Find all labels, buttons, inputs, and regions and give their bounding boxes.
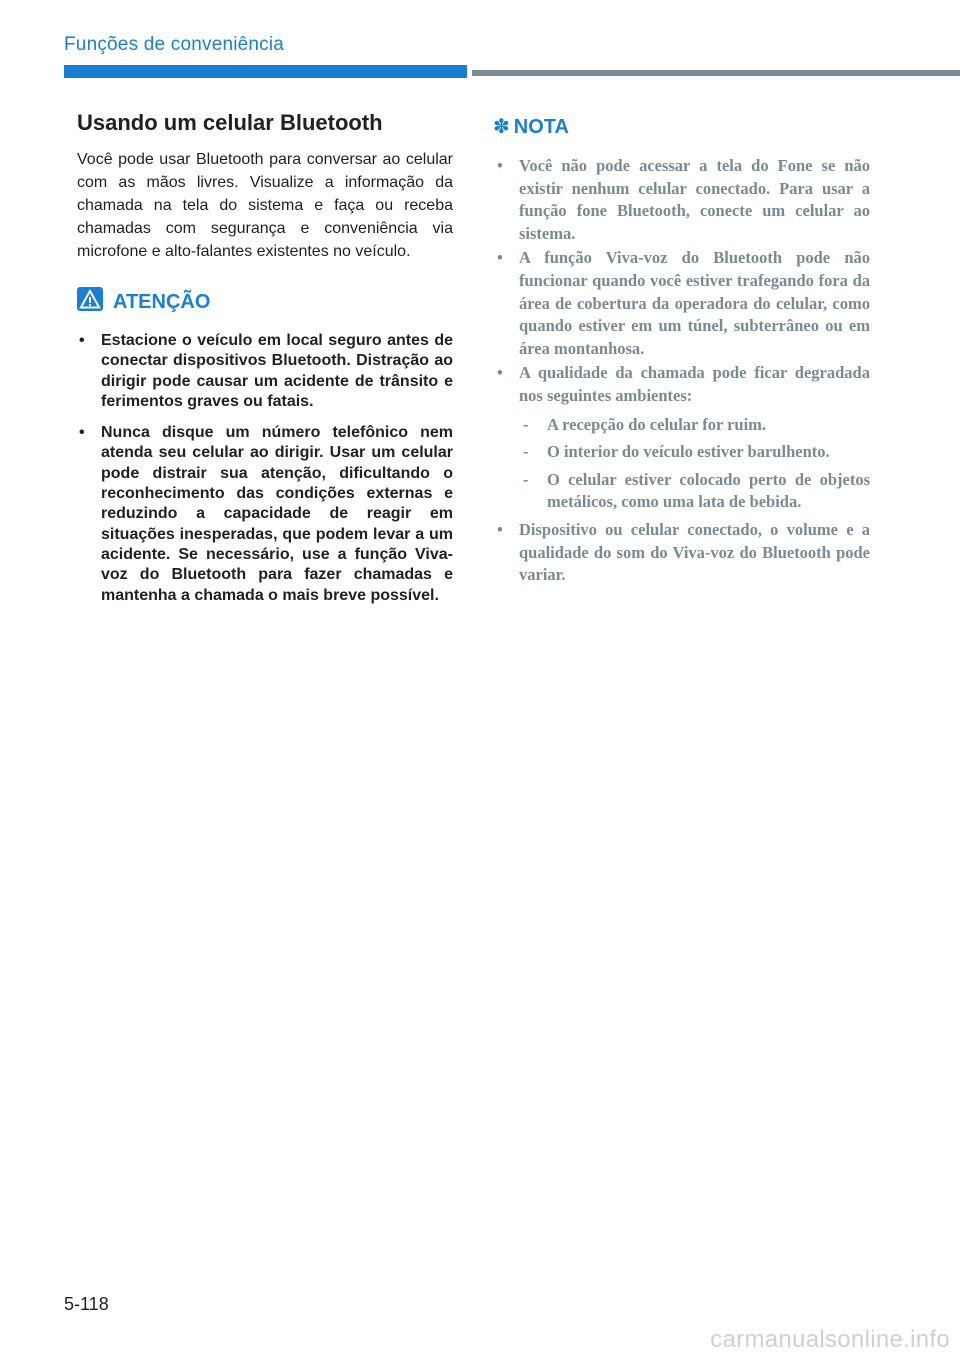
section-header-title: Funções de conveniência	[64, 34, 285, 55]
intro-paragraph: Você pode usar Bluetooth para conversar ao celular com as mãos livres. Visualize a informação da chamada na tela do sistema e faça ou receba chamadas com segurança e conveniência via microfone e alto-falantes existentes no veículo.	[77, 151, 453, 260]
warning-triangle-icon	[77, 287, 103, 311]
warning-heading	[77, 287, 453, 323]
section-title: Usando um celular Bluetooth	[77, 110, 383, 135]
note-list	[495, 155, 870, 587]
list-item: • A função Viva-voz do Bluetooth pode não funcionar quando você estiver trafegando fora da área de cobertura da operadora do celular, como quando estiver em um túnel, subterrâneo ou em área montanhosa.	[497, 248, 870, 358]
watermark: carmanualsonline.info	[710, 1326, 950, 1353]
sub-list-item: - O celular estiver colocado perto de objetos metálicos, como uma lata de bebida.	[523, 469, 870, 512]
page-number: 5-118	[64, 1294, 109, 1314]
list-item: • A qualidade da chamada pode ficar degradada nos seguintes ambientes: - A recepção do celular for ruim. - O interior do veículo estiver barulhento. - O celular estiver colocado perto de objetos metálicos, como uma lata de bebida.	[495, 362, 870, 514]
list-item: • Você não pode acessar a tela do Fone se não existir nenhum celular conectado. Para usar a função fone Bluetooth, conecte um celular ao sistema.	[497, 156, 870, 243]
note-heading	[493, 114, 870, 139]
asterisk-icon: ✽	[493, 116, 510, 138]
sub-list-item: - A recepção do celular for ruim.	[523, 414, 767, 434]
list-item: • Dispositivo ou celular conectado, o volume e a qualidade do som do Viva-voz do Bluetooth pode variar.	[497, 519, 870, 585]
sub-list	[519, 414, 870, 514]
list-item: • Nunca disque um número telefônico nem atenda seu celular ao dirigir. Usar um celular pode distrair sua atenção, dificultando o reconhecimento das condições externas e reduzindo a capacidade de reagir em situações inesperadas, que podem levar a um acidente. Se necessário, use a função Viva-voz do Bluetooth para fazer chamadas e mantenha a chamada o mais breve possível.	[79, 424, 453, 604]
header-rule	[472, 70, 960, 76]
list-item: • Estacione o veículo em local seguro antes de conectar dispositivos Bluetooth. Distração ao dirigir pode causar um acidente de trânsito e ferimentos graves ou fatais.	[79, 332, 453, 410]
warning-list	[77, 331, 453, 606]
header-accent-bar	[64, 65, 467, 78]
sub-list-item: - O interior do veículo estiver barulhento.	[523, 442, 830, 462]
note-label: NOTA	[513, 116, 569, 138]
warning-label: ATENÇÃO	[113, 291, 211, 313]
left-column	[77, 110, 453, 617]
right-column	[495, 110, 870, 589]
